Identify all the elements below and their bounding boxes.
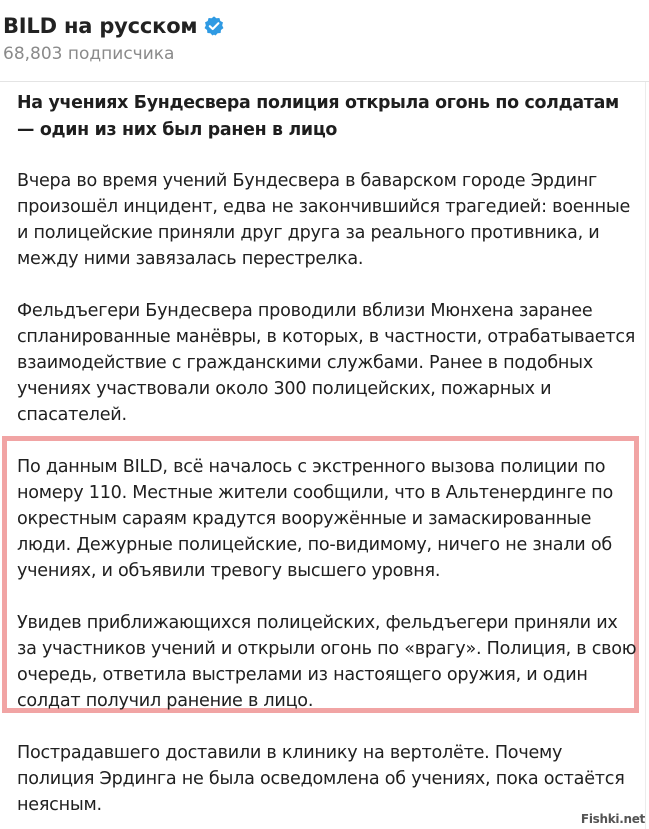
subscriber-count: 68,803 подписчика [3, 44, 175, 64]
post-paragraph-4: Увидев приближающихся полицейских, фельдъегери приняли их за участников учений и открыли огонь по «врагу». Полиция, в свою очередь, ответила выстрелами из настоящего оружия, и один солдат получил ранение в лицо. [17, 613, 637, 711]
watermark: Fishki.net [580, 812, 645, 826]
post-paragraph-5: Пострадавшего доставили в клинику на вертолёте. Почему полиция Эрдинга не была осведомлена об учениях, пока остаётся неясным. [17, 743, 625, 815]
post-title: На учениях Бундесвера полиция открыла огонь по солдатам — один из них был ранен в лицо [17, 93, 619, 140]
post-paragraph-2: Фельдъегери Бундесвера проводили вблизи Мюнхена заранее спланированные манёвры, в которых, в частности, отрабатывается взаимодействие с гражданскими службами. Ранее в подобных учениях участвовали около 300 полицейских, пожарных и спасателей. [17, 301, 636, 425]
post-paragraph-1: Вчера во время учений Бундесвера в баварском городе Эрдинг произошёл инцидент, едва не закончившийся трагедией: военные и полицейские приняли друг друга за реального противника, и между ними завязалась перестрелка. [17, 171, 631, 269]
channel-header [0, 0, 649, 82]
header-divider [0, 81, 649, 82]
channel-title-row[interactable] [3, 9, 225, 43]
verified-badge-icon [203, 15, 225, 37]
channel-name[interactable]: BILD на русском [3, 14, 198, 38]
verified-badge-icon-svg [203, 15, 225, 37]
post-paragraph-3: По данным BILD, всё началось с экстренного вызова полиции по номеру 110. Местные жители сообщили, что в Альтенердинге по окрестным сараям крадутся вооружённые и замаскированные люди. Дежурные полицейские, по-видимому, ничего не знали об учениях, и объявили тревогу высшего уровня. [17, 457, 614, 581]
right-edge-divider [645, 82, 646, 829]
